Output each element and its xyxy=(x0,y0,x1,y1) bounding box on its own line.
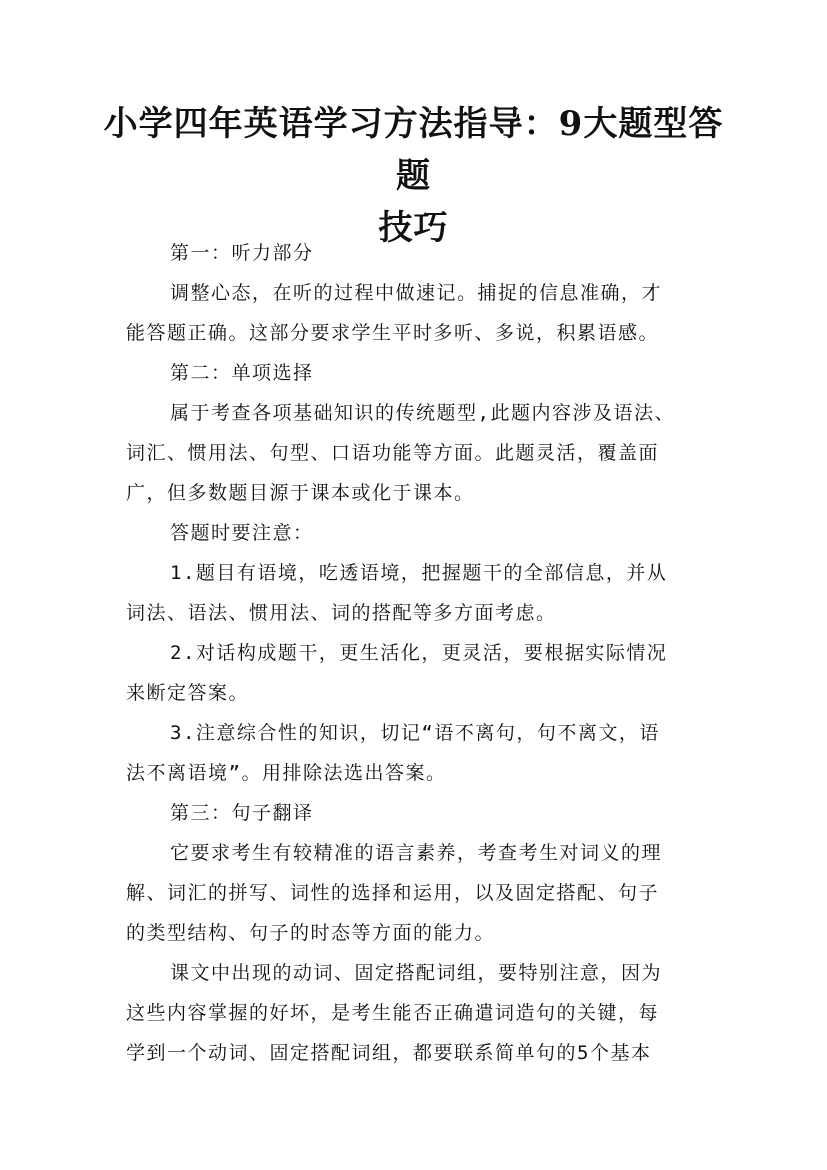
document-body xyxy=(126,233,708,1073)
body-line: 2.对话构成题干，更生活化，更灵活，要根据实际情况 xyxy=(170,642,668,664)
body-line: 属于考查各项基础知识的传统题型,此题内容涉及语法、 xyxy=(170,402,675,424)
body-line: 第二：单项选择 xyxy=(170,362,314,384)
body-line: 1.题目有语境，吃透语境，把握题干的全部信息，并从 xyxy=(170,562,668,584)
body-line: 法不离语境”。用排除法选出答案。 xyxy=(126,762,447,784)
body-line: 能答题正确。这部分要求学生平时多听、多说，积累语感。 xyxy=(126,322,660,344)
body-line: 的类型结构、句子的时态等方面的能力。 xyxy=(126,922,496,944)
body-line: 第三：句子翻译 xyxy=(170,802,314,824)
body-line: 3.注意综合性的知识，切记“语不离句，句不离文，语 xyxy=(170,722,660,744)
body-line: 调整心态，在听的过程中做速记。捕捉的信息准确，才 xyxy=(170,282,663,304)
body-line: 解、词汇的拼写、词性的选择和运用，以及固定搭配、句子 xyxy=(126,882,660,904)
body-line: 课文中出现的动词、固定搭配词组，要特别注意，因为 xyxy=(170,962,663,984)
body-line: 这些内容掌握的好坏，是考生能否正确遣词造句的关键，每 xyxy=(126,1002,660,1024)
body-line: 答题时要注意： xyxy=(170,522,314,544)
body-line: 学到一个动词、固定搭配词组，都要联系简单句的5个基本 xyxy=(126,1042,652,1064)
body-line: 第一：听力部分 xyxy=(170,242,314,264)
body-line: 词法、语法、惯用法、词的搭配等多方面考虑。 xyxy=(126,602,557,624)
title-line: 技巧 xyxy=(378,208,449,248)
body-line: 它要求考生有较精准的语言素养，考查考生对词义的理 xyxy=(170,842,663,864)
title-line: 小学四年英语学习方法指导：9大题型答题 xyxy=(103,104,724,196)
body-line: 词汇、惯用法、句型、口语功能等方面。此题灵活，覆盖面 xyxy=(126,442,660,464)
document-title xyxy=(100,98,727,254)
body-line: 来断定答案。 xyxy=(126,682,250,704)
body-line: 广，但多数题目源于课本或化于课本。 xyxy=(126,482,475,504)
